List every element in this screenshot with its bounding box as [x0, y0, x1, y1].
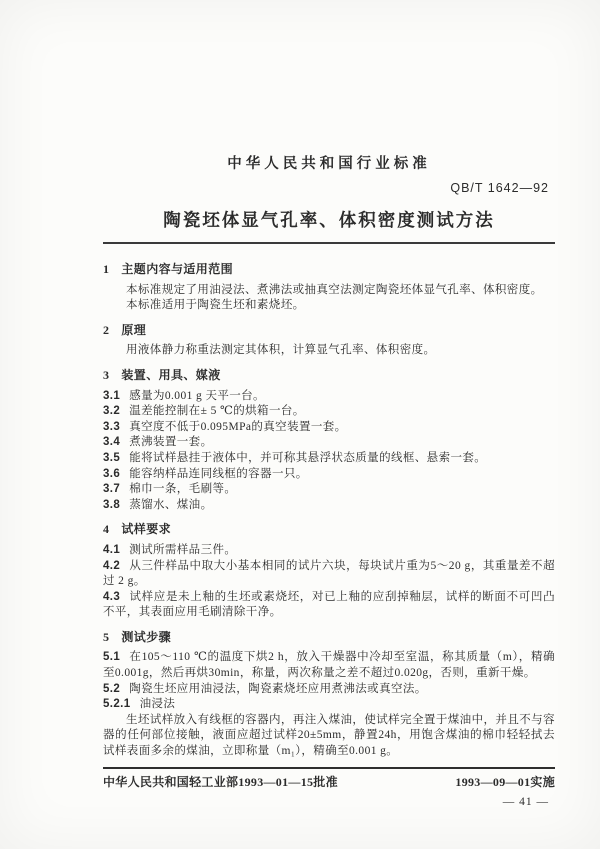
section-number: 1: [103, 262, 110, 276]
clause-number: 3.1: [103, 389, 121, 402]
section-number: 5: [103, 629, 110, 644]
clause-text: 油浸法: [139, 698, 176, 711]
clause: [103, 682, 555, 698]
section-title: 原理: [121, 322, 147, 337]
section-number: 3: [103, 367, 110, 382]
clause-number: 3.6: [103, 467, 121, 480]
section-title: 装置、用具、媒液: [121, 367, 221, 382]
paragraph: [103, 298, 555, 314]
clause-text: 陶瓷生坯应用油浸法，陶瓷素烧坯应用煮沸法或真空法。: [129, 682, 427, 695]
implementation-text: 1993—09—01实施: [455, 775, 555, 789]
clause-number: 4.2: [103, 559, 121, 572]
clause-text: 真空度不低于0.095MPa的真空装置一套。: [129, 420, 347, 433]
clause: [103, 467, 555, 483]
clause-number: 5.1: [103, 651, 121, 664]
clause-text: 蒸馏水、煤油。: [129, 498, 213, 511]
document-footer: [103, 767, 555, 808]
clause-text: 测试所需样品三件。: [129, 543, 237, 556]
section-heading: [103, 630, 555, 646]
clause-number: 3.4: [103, 436, 121, 449]
section-heading: [103, 368, 555, 384]
footer-row: [103, 773, 555, 790]
clause: [103, 590, 555, 621]
clause-number: 5.2: [103, 682, 121, 695]
section-title: 试样要求: [121, 522, 172, 537]
clause-text: 能容纳样品连同线框的容器一只。: [129, 467, 308, 480]
clause-number: 4.3: [103, 590, 121, 603]
clause-text: 从三件样品中取大小基本相同的试片六块，每块试片重为5～20 g，其重量差不超过 2 g。: [103, 559, 555, 588]
document-inner: [103, 152, 555, 849]
clause: [103, 420, 555, 436]
clause-text: 感量为0.001 g 天平一台。: [129, 389, 265, 402]
paragraph: [103, 283, 555, 299]
section-number: 2: [103, 322, 110, 337]
clause-number: 4.1: [103, 543, 121, 556]
paragraph-text: 本标准规定了用油浸法、煮沸法或抽真空法测定陶瓷坯体显气孔率、体积密度。: [126, 283, 543, 296]
section-number: 4: [103, 522, 110, 537]
clause-number: 3.5: [103, 451, 121, 464]
clause-number: 3.7: [103, 483, 121, 496]
clause: [103, 559, 555, 590]
standard-number: QB/T 1642—92: [450, 181, 549, 195]
paragraph-text: 本标准适用于陶瓷生坯和素烧坯。: [126, 299, 305, 312]
clause-text: 温差能控制在± 5 ℃的烘箱一台。: [129, 405, 305, 418]
clause: [103, 543, 555, 559]
clause-number: 5.2.1: [103, 698, 131, 711]
paragraph: [103, 343, 555, 359]
section-heading: [103, 522, 555, 538]
footer-rule: [103, 767, 555, 769]
title-rule: [103, 242, 555, 244]
standard-name: 中华人民共和国行业标准: [227, 156, 431, 172]
section-heading: [103, 262, 555, 278]
approval-text: 中华人民共和国轻工业部1993—01—15批准: [103, 775, 338, 789]
clause: [103, 697, 555, 713]
section-title: 主题内容与适用范围: [121, 262, 234, 276]
clause-text: 煮沸装置一套。: [129, 436, 213, 449]
document-title: 陶瓷坯体显气孔率、体积密度测试方法: [163, 210, 495, 230]
clause: [103, 498, 555, 514]
clause-number: 3.2: [103, 405, 121, 418]
clause-number: 3.3: [103, 420, 121, 433]
clause: [103, 650, 555, 681]
clause-text: 在105～110 ℃的温度下烘2 h，放入干燥器中冷却至室温，称其质量（m），精确至0.001g，然后再烘30min，称量，两次称量之差不超过0.020g，否则，重新干燥。: [103, 651, 555, 680]
clause: [103, 482, 555, 498]
document-body: [103, 253, 555, 849]
section-title: 测试步骤: [121, 629, 172, 644]
paragraph-text: 用液体静力称重法测定其体积，计算显气孔率、体积密度。: [126, 344, 436, 357]
section-heading: [103, 323, 555, 339]
clause-text: 能将试样悬挂于液体中，并可称其悬浮状态质量的线框、悬索一套。: [129, 451, 487, 464]
page-number: — 41 —: [502, 796, 549, 808]
clause-number: 3.8: [103, 498, 121, 511]
paragraph-text: 生坯试样放入有线框的容器内，再注入煤油，使试样完全置于煤油中，并且不与容器的任何部位接触，液面应超过试样20±5mm，静置24h，用饱含煤油的棉巾轻轻拭去试样表面多余的煤油，立即称量（m₁），精确至0.001 g。: [103, 713, 555, 758]
clause: [103, 435, 555, 451]
clause: [103, 404, 555, 420]
clause: [103, 389, 555, 405]
paragraph: [103, 713, 555, 760]
clause-text: 试样应是未上釉的生坯或素烧坯，对已上釉的应刮掉釉层，试样的断面不可凹凸不平，其表面应用毛刷清除干净。: [103, 590, 555, 619]
clause: [103, 451, 555, 467]
clause-text: 棉巾一条，毛刷等。: [129, 483, 237, 496]
